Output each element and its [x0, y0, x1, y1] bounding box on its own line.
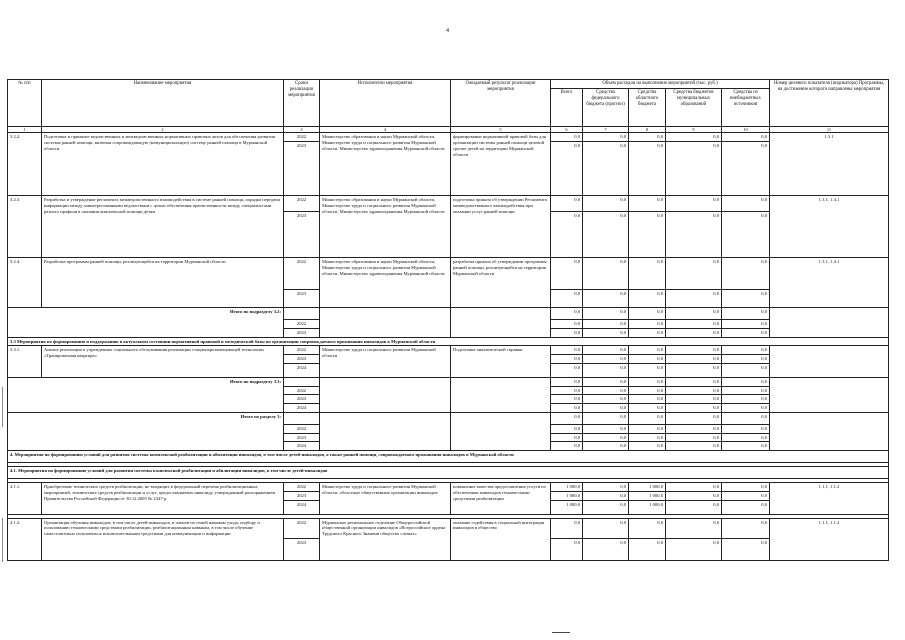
header-mun: Средства бюджетов муниципальных образований: [666, 88, 722, 126]
value-cell: 0,0: [583, 346, 629, 355]
value-cell: 0,0: [629, 363, 666, 377]
table-row: [8, 518, 889, 538]
value-cell: 0,0: [583, 133, 629, 142]
row-executor: Министерство образования и науки Мурманской области, Министерство труда и социального развития Мурманской области, Министерство здравоохранения Мурманской области: [320, 258, 451, 308]
row-year: 2023: [284, 328, 320, 337]
value-cell: 0,0: [666, 328, 722, 337]
value-cell: 0,0: [722, 442, 770, 451]
row-year: 2024: [284, 500, 320, 514]
value-cell: 0,0: [666, 196, 722, 212]
value-cell: 0,0: [583, 433, 629, 442]
value-cell: 0,0: [629, 328, 666, 337]
row-name: Приобретение технических средств реабилитации, не входящих в федеральный перечень реабилитационных мероприятий, технических средств реабилитации и услуг, предоставляемых инвалиду, утвержденный распоряжением Правительства Российской Федерации от 30.12.2005 № 2347-р: [42, 483, 284, 514]
program-activities-table: [7, 79, 889, 561]
value-cell: 0,0: [666, 500, 722, 514]
value-cell: 0,0: [629, 538, 666, 560]
value-cell: 0,0: [722, 538, 770, 560]
table-row: [8, 133, 889, 142]
row-year: 2023: [284, 290, 320, 308]
row-name: Организация обучения инвалидов, в том числе детей-инвалидов, и членов их семей навыкам ухода, подбору и пользованию техническими средствами реабилитации, реабилитационным навыкам, в том числе обучение самостоятельно пользоваться вспомогательными средствами для коммуникации и информации: [42, 518, 284, 560]
value-cell: 0,0: [666, 538, 722, 560]
value-cell: 0,0: [666, 258, 722, 290]
value-cell: 0,0: [629, 308, 666, 320]
value-cell: 0,0: [722, 133, 770, 142]
section-heading: 3.3 Мероприятия по формированию и поддержанию в актуальном состоянии нормативной правовой и методической базы по организации сопровождаемого проживания инвалидов в Мурманской области: [8, 337, 889, 346]
row-year: 2022: [284, 133, 320, 142]
value-cell: 0,0: [583, 491, 629, 500]
row-year: 2024: [284, 442, 320, 451]
value-cell: 0,0: [666, 212, 722, 258]
row-year: 2022: [284, 196, 320, 212]
row-name: Анализ реализации в учреждениях социального обслуживания реализации стационарозамещающей технологии «Тренировочная квартира»: [42, 346, 284, 377]
row-no: 4.1.1.: [8, 483, 42, 514]
header-terms: Сроки реализации мероприятия: [284, 80, 320, 127]
value-cell: 0,0: [551, 142, 583, 196]
col-number: 2: [42, 126, 284, 133]
header-name: Наименование мероприятия: [42, 80, 284, 127]
col-number: 10: [722, 126, 770, 133]
row-year: 2022: [284, 346, 320, 355]
value-cell: 0,0: [722, 196, 770, 212]
subtotal-label: Итого по подразделу 3.2:: [8, 308, 284, 337]
header-fed: Средства федерального бюджета (прогноз): [583, 88, 629, 126]
value-cell: 0,0: [629, 377, 666, 386]
row-executor: Министерство образования и науки Мурманской области, Министерство труда и социального развития Мурманской области, Министерство здравоохранения Мурманской области: [320, 196, 451, 258]
value-cell: 0,0: [629, 424, 666, 433]
row-no: 3.2.2.: [8, 133, 42, 196]
row-year: 2024: [284, 404, 320, 413]
value-cell: 0,0: [722, 500, 770, 514]
subtotal-row: [8, 377, 889, 386]
value-cell: 0,0: [583, 290, 629, 308]
section-heading: 4.1. Мероприятия по формированию условий для развития системы комплексной реабилитации и абилитации инвалидов, в том числе детей-инвалидов: [8, 467, 889, 479]
value-cell: 0,0: [551, 377, 583, 386]
value-cell: 0,0: [629, 355, 666, 364]
row-result: формирование нормативной правовой базы для организации системы ранней помощи целевой группе детей на территории Мурманской области: [451, 133, 551, 196]
value-cell: 1 000,0: [551, 491, 583, 500]
value-cell: 0,0: [722, 424, 770, 433]
value-cell: 0,0: [666, 308, 722, 320]
value-cell: 0,0: [583, 538, 629, 560]
value-cell: 0,0: [583, 442, 629, 451]
value-cell: 0,0: [551, 212, 583, 258]
value-cell: 0,0: [583, 142, 629, 196]
header-result: Ожидаемый результат реализации мероприятия: [451, 80, 551, 127]
row-year: 2022: [284, 483, 320, 492]
value-cell: 0,0: [551, 355, 583, 364]
value-cell: 1 000,0: [629, 491, 666, 500]
row-year: 2022: [284, 386, 320, 395]
row-year: 2023: [284, 355, 320, 364]
header-indicator: Номер целевого показателя (индикатора) Программы, на достижение которого направлены мероприятия: [770, 80, 889, 127]
value-cell: 0,0: [666, 442, 722, 451]
value-cell: 0,0: [666, 518, 722, 538]
subtotal-row: [8, 412, 889, 424]
value-cell: 0,0: [722, 290, 770, 308]
row-year: 2023: [284, 212, 320, 258]
row-executor: Министерство труда и социального развития Мурманской области, областные общественные организации инвалидов: [320, 483, 451, 514]
row-name: Подготовка и принятие ведомственных и межведомственных нормативных правовых актов для обеспечения развития системы ранней помощи, включая сопровождающую (немуниципальную) систему ранней помощи в Мурманской области: [42, 133, 284, 196]
value-cell: 0,0: [629, 412, 666, 424]
row-name: Разработка программы ранней помощи, реализующейся на территории Мурманской области: [42, 258, 284, 308]
row-year: 2023: [284, 142, 320, 196]
value-cell: 0,0: [722, 433, 770, 442]
value-cell: 0,0: [722, 142, 770, 196]
row-indicator: 1.3.1, 1.4.1: [770, 196, 889, 258]
value-cell: 0,0: [666, 363, 722, 377]
value-cell: 0,0: [583, 212, 629, 258]
col-number: 8: [629, 126, 666, 133]
row-result: разработка приказа об утверждении программы ранней помощи, реализующейся на территории Мурманской области: [451, 258, 551, 308]
section-heading: 4. Мероприятия по формированию условий для развития системы комплексной реабилитации и абилитации инвалидов, в том числе детей-инвалидов, а также ранней помощи, сопровождаемого проживания инвалидов в Мурманской области: [8, 451, 889, 463]
value-cell: 0,0: [666, 133, 722, 142]
header-ext: Средства из внебюджетных источников: [722, 88, 770, 126]
row-no: 4.1.2.: [8, 518, 42, 560]
value-cell: 0,0: [551, 538, 583, 560]
value-cell: 0,0: [583, 355, 629, 364]
value-cell: 0,0: [722, 355, 770, 364]
value-cell: 0,0: [629, 346, 666, 355]
value-cell: 0,0: [666, 491, 722, 500]
value-cell: 0,0: [666, 483, 722, 492]
value-cell: 0,0: [583, 258, 629, 290]
subtotal-row: [8, 308, 889, 320]
subtotal-label: Итого по разделу 3:: [8, 412, 284, 450]
col-number: 5: [451, 126, 551, 133]
value-cell: 0,0: [551, 424, 583, 433]
row-no: 3.2.3.: [8, 196, 42, 258]
col-number: 9: [666, 126, 722, 133]
value-cell: 0,0: [551, 412, 583, 424]
value-cell: 0,0: [629, 142, 666, 196]
value-cell: 0,0: [583, 328, 629, 337]
table-row: [8, 196, 889, 212]
value-cell: 0,0: [551, 433, 583, 442]
row-result: подготовка приказа об утверждении Регламента межведомственного взаимодействия при оказании услуг ранней помощи: [451, 196, 551, 258]
value-cell: 0,0: [629, 433, 666, 442]
row-indicator: 1.3.1: [770, 133, 889, 196]
row-indicator: 1.1.1, 1.1.2: [770, 483, 889, 514]
row-year: 2022: [284, 424, 320, 433]
value-cell: 0,0: [551, 346, 583, 355]
table-row: [8, 258, 889, 290]
value-cell: 0,0: [583, 483, 629, 492]
value-cell: 0,0: [666, 424, 722, 433]
header-row: [8, 80, 889, 89]
row-executor: Мурманское региональное отделение Общероссийской общественной организации инвалидов «Всероссийское ордена Трудового Красного Знамени общество слепых»: [320, 518, 451, 560]
row-year: 2022: [284, 320, 320, 329]
col-number: 7: [583, 126, 629, 133]
col-number: 11: [770, 126, 889, 133]
section-heading-row: [8, 451, 889, 463]
header-volume: Объем расходов на выполнение мероприятий (тыс. руб.): [551, 80, 770, 89]
value-cell: 0,0: [551, 196, 583, 212]
value-cell: 0,0: [666, 142, 722, 196]
value-cell: 0,0: [722, 212, 770, 258]
col-number: 6: [551, 126, 583, 133]
value-cell: 0,0: [551, 328, 583, 337]
row-year: 2023: [284, 433, 320, 442]
table-row: [8, 483, 889, 492]
row-no: 3.3.1.: [8, 346, 42, 377]
value-cell: 0,0: [583, 377, 629, 386]
value-cell: 0,0: [583, 424, 629, 433]
value-cell: 0,0: [666, 346, 722, 355]
value-cell: 0,0: [666, 412, 722, 424]
value-cell: 0,0: [722, 320, 770, 329]
value-cell: 0,0: [722, 377, 770, 386]
value-cell: 0,0: [722, 346, 770, 355]
value-cell: 0,0: [551, 395, 583, 404]
row-year: 2023: [284, 538, 320, 560]
value-cell: 0,0: [722, 412, 770, 424]
value-cell: 0,0: [629, 395, 666, 404]
row-year: 2023: [284, 395, 320, 404]
row-indicator: 1.3.1, 1.4.1: [770, 258, 889, 308]
value-cell: 0,0: [551, 442, 583, 451]
row-indicator: 1.1.1, 1.1.2: [770, 518, 889, 560]
header-no: № п/п: [8, 80, 42, 127]
col-number: 3: [284, 126, 320, 133]
value-cell: 0,0: [722, 491, 770, 500]
value-cell: 0,0: [722, 395, 770, 404]
section-heading-row: [8, 467, 889, 479]
row-name: Разработка и утверждение регламента межведомственного взаимодействия в системе ранней помощи, порядка передачи информации между заинтересованными ведомствами с целью обеспечения преемственности между специалистами разного профиля в оказании комплексной помощи детям: [42, 196, 284, 258]
value-cell: 0,0: [551, 404, 583, 413]
row-executor: Министерство образования и науки Мурманской области, Министерство труда и социального развития Мурманской области, Министерство здравоохранения Мурманской области: [320, 133, 451, 196]
value-cell: 0,0: [629, 196, 666, 212]
value-cell: 0,0: [722, 328, 770, 337]
row-result: Подготовка аналитической справки: [451, 346, 551, 377]
col-number: 4: [320, 126, 451, 133]
value-cell: 0,0: [722, 363, 770, 377]
row-no: 3.2.4.: [8, 258, 42, 308]
value-cell: 0,0: [722, 386, 770, 395]
value-cell: 0,0: [583, 395, 629, 404]
row-year: 2022: [284, 258, 320, 290]
value-cell: 0,0: [583, 412, 629, 424]
value-cell: 0,0: [551, 363, 583, 377]
value-cell: 0,0: [629, 518, 666, 538]
value-cell: 0,0: [629, 258, 666, 290]
value-cell: 0,0: [722, 308, 770, 320]
left-margin-rule: [2, 518, 3, 562]
value-cell: 0,0: [629, 290, 666, 308]
value-cell: 1 000,0: [551, 483, 583, 492]
value-cell: 0,0: [551, 320, 583, 329]
value-cell: 0,0: [551, 133, 583, 142]
value-cell: 0,0: [666, 433, 722, 442]
value-cell: 0,0: [666, 386, 722, 395]
header-total: Всего: [551, 88, 583, 126]
value-cell: 0,0: [722, 518, 770, 538]
header-reg: Средства областного бюджета: [629, 88, 666, 126]
col-number: 1: [8, 126, 42, 133]
value-cell: 0,0: [722, 258, 770, 290]
value-cell: 1 000,0: [551, 500, 583, 514]
value-cell: 0,0: [551, 386, 583, 395]
subtotal-label: Итого по подразделу 3.3:: [8, 377, 284, 412]
row-year: 2022: [284, 518, 320, 538]
value-cell: 0,0: [629, 404, 666, 413]
value-cell: 0,0: [629, 442, 666, 451]
value-cell: 0,0: [583, 196, 629, 212]
value-cell: 0,0: [666, 377, 722, 386]
left-margin-rule: [2, 387, 3, 427]
value-cell: 0,0: [583, 308, 629, 320]
section-heading-row: [8, 337, 889, 346]
value-cell: 0,0: [666, 290, 722, 308]
value-cell: 0,0: [629, 133, 666, 142]
value-cell: 0,0: [583, 363, 629, 377]
value-cell: 0,0: [551, 308, 583, 320]
value-cell: 0,0: [666, 355, 722, 364]
value-cell: 0,0: [666, 404, 722, 413]
value-cell: 0,0: [551, 290, 583, 308]
value-cell: 0,0: [583, 404, 629, 413]
row-year: 2023: [284, 491, 320, 500]
value-cell: 1 000,0: [629, 483, 666, 492]
row-year: 2024: [284, 363, 320, 377]
value-cell: 0,0: [722, 483, 770, 492]
table-row: [8, 346, 889, 355]
row-executor: Министерство труда и социального развития Мурманской области: [320, 346, 451, 377]
value-cell: 0,0: [629, 386, 666, 395]
value-cell: 0,0: [666, 320, 722, 329]
value-cell: 0,0: [722, 404, 770, 413]
value-cell: 0,0: [583, 500, 629, 514]
value-cell: 0,0: [551, 518, 583, 538]
value-cell: 0,0: [666, 395, 722, 404]
value-cell: 0,0: [583, 386, 629, 395]
row-result: оказание содействия в социальной интеграции инвалидов в общество: [451, 518, 551, 560]
row-result: повышение качества предоставления услуги по обеспечению инвалидов техническими средствами реабилитации: [451, 483, 551, 514]
page-number: 4: [446, 28, 449, 34]
value-cell: 0,0: [583, 320, 629, 329]
header-executor: Исполнители мероприятия: [320, 80, 451, 127]
value-cell: 0,0: [629, 212, 666, 258]
value-cell: 0,0: [629, 320, 666, 329]
value-cell: 0,0: [583, 518, 629, 538]
value-cell: 0,0: [551, 258, 583, 290]
page-bottom-mark: [552, 632, 570, 633]
value-cell: 1 000,0: [629, 500, 666, 514]
